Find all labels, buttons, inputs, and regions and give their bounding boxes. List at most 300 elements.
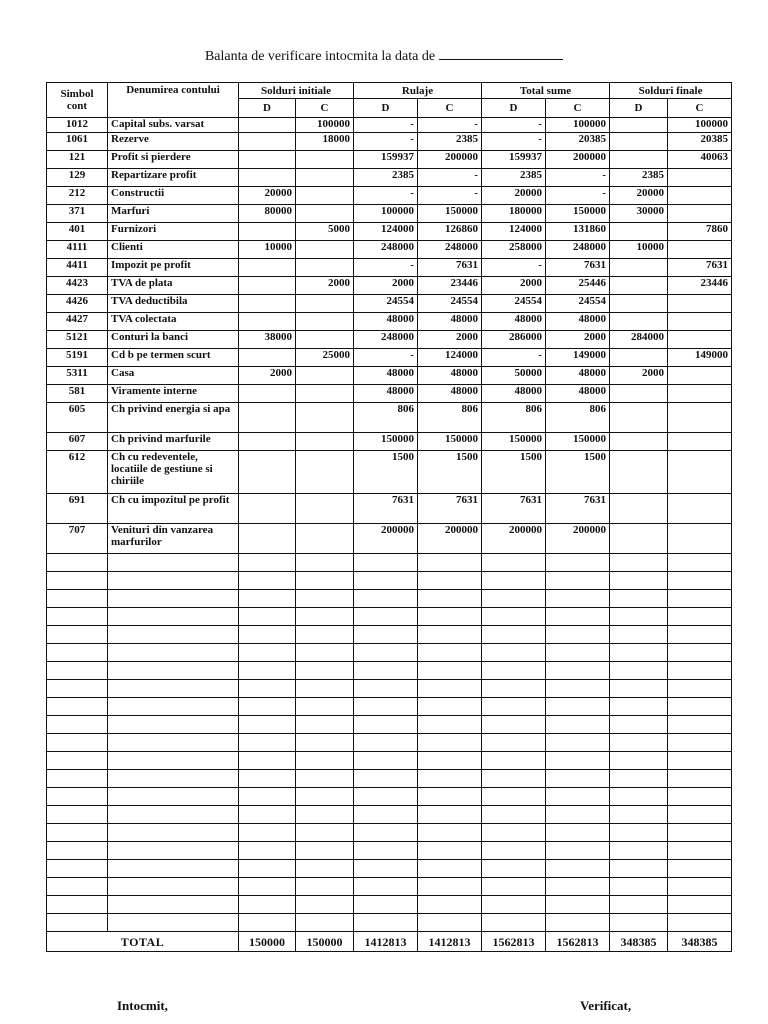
empty-cell <box>296 644 354 662</box>
empty-cell <box>610 554 668 572</box>
empty-row <box>47 554 732 572</box>
empty-cell <box>610 788 668 806</box>
empty-cell <box>418 662 482 680</box>
empty-cell <box>239 608 296 626</box>
table-row <box>47 205 732 223</box>
empty-cell <box>482 752 546 770</box>
empty-cell <box>418 680 482 698</box>
amount-t-c: 7631 <box>546 259 610 277</box>
empty-cell <box>482 842 546 860</box>
account-symbol: 605 <box>47 403 108 433</box>
empty-cell <box>239 590 296 608</box>
amount-t-d: 2000 <box>482 277 546 295</box>
amount-t-d: - <box>482 349 546 367</box>
empty-cell <box>354 626 418 644</box>
amount-r-d: 2000 <box>354 277 418 295</box>
account-name: Ch cu impozitul pe profit <box>108 494 239 524</box>
empty-cell <box>108 734 239 752</box>
amount-r-d: 1500 <box>354 451 418 494</box>
amount-r-c: 48000 <box>418 313 482 331</box>
empty-cell <box>668 698 732 716</box>
total-t-c: 1562813 <box>546 932 610 952</box>
amount-si-d <box>239 451 296 494</box>
empty-cell <box>418 842 482 860</box>
empty-cell <box>668 644 732 662</box>
empty-cell <box>354 824 418 842</box>
empty-cell <box>47 770 108 788</box>
empty-cell <box>546 842 610 860</box>
amount-r-c: 7631 <box>418 259 482 277</box>
amount-r-c: 200000 <box>418 151 482 169</box>
amount-r-d: 159937 <box>354 151 418 169</box>
amount-si-c: 100000 <box>296 118 354 133</box>
account-symbol: 607 <box>47 433 108 451</box>
account-symbol: 121 <box>47 151 108 169</box>
empty-cell <box>668 788 732 806</box>
amount-si-d: 10000 <box>239 241 296 259</box>
empty-cell <box>296 824 354 842</box>
empty-cell <box>482 824 546 842</box>
empty-cell <box>610 734 668 752</box>
empty-cell <box>239 626 296 644</box>
empty-cell <box>610 896 668 914</box>
empty-cell <box>418 644 482 662</box>
amount-sf-d <box>610 277 668 295</box>
empty-cell <box>354 896 418 914</box>
account-name: Ch cu redeventele, locatiile de gestiune si chiriile <box>108 451 239 494</box>
empty-cell <box>354 806 418 824</box>
amount-si-d <box>239 277 296 295</box>
amount-sf-d: 2385 <box>610 169 668 187</box>
amount-si-c <box>296 205 354 223</box>
amount-t-d: 180000 <box>482 205 546 223</box>
empty-cell <box>47 662 108 680</box>
header-rulaje: Rulaje <box>354 83 482 99</box>
amount-si-c <box>296 433 354 451</box>
empty-cell <box>668 842 732 860</box>
amount-sf-d <box>610 295 668 313</box>
empty-cell <box>108 896 239 914</box>
empty-cell <box>354 572 418 590</box>
amount-si-d <box>239 349 296 367</box>
amount-t-c: 248000 <box>546 241 610 259</box>
table-row <box>47 277 732 295</box>
empty-cell <box>354 608 418 626</box>
account-name: Repartizare profit <box>108 169 239 187</box>
account-symbol: 707 <box>47 524 108 554</box>
amount-r-d: 2385 <box>354 169 418 187</box>
empty-cell <box>418 608 482 626</box>
amount-t-c: 24554 <box>546 295 610 313</box>
amount-t-c: 150000 <box>546 433 610 451</box>
amount-t-d: 50000 <box>482 367 546 385</box>
empty-cell <box>610 770 668 788</box>
amount-sf-d <box>610 133 668 151</box>
empty-cell <box>47 554 108 572</box>
amount-si-d <box>239 133 296 151</box>
empty-cell <box>546 554 610 572</box>
empty-cell <box>610 824 668 842</box>
empty-cell <box>296 626 354 644</box>
empty-cell <box>47 644 108 662</box>
amount-sf-c <box>668 205 732 223</box>
empty-cell <box>610 716 668 734</box>
amount-r-c: 1500 <box>418 451 482 494</box>
empty-cell <box>108 698 239 716</box>
empty-cell <box>239 572 296 590</box>
empty-cell <box>354 842 418 860</box>
amount-r-d: - <box>354 118 418 133</box>
table-row <box>47 385 732 403</box>
empty-cell <box>610 860 668 878</box>
date-blank-line[interactable] <box>439 47 563 60</box>
amount-sf-d <box>610 223 668 241</box>
amount-sf-d <box>610 385 668 403</box>
amount-si-c <box>296 295 354 313</box>
empty-cell <box>610 680 668 698</box>
empty-cell <box>482 572 546 590</box>
amount-r-c: 23446 <box>418 277 482 295</box>
empty-cell <box>482 644 546 662</box>
amount-t-d: - <box>482 259 546 277</box>
amount-si-d <box>239 403 296 433</box>
amount-t-c: 20385 <box>546 133 610 151</box>
amount-r-c: 48000 <box>418 367 482 385</box>
empty-cell <box>239 842 296 860</box>
amount-sf-d <box>610 451 668 494</box>
account-symbol: 129 <box>47 169 108 187</box>
amount-sf-d <box>610 118 668 133</box>
empty-cell <box>296 608 354 626</box>
table-row <box>47 331 732 349</box>
empty-cell <box>239 554 296 572</box>
account-symbol: 5121 <box>47 331 108 349</box>
account-symbol: 371 <box>47 205 108 223</box>
empty-cell <box>546 644 610 662</box>
empty-row <box>47 914 732 932</box>
amount-sf-c <box>668 295 732 313</box>
amount-sf-d: 20000 <box>610 187 668 205</box>
empty-cell <box>47 842 108 860</box>
empty-cell <box>239 860 296 878</box>
header-sf-debit: D <box>610 99 668 118</box>
amount-sf-c <box>668 524 732 554</box>
empty-cell <box>546 626 610 644</box>
empty-cell <box>482 896 546 914</box>
amount-sf-d <box>610 433 668 451</box>
amount-r-d: 248000 <box>354 241 418 259</box>
empty-cell <box>668 824 732 842</box>
empty-cell <box>482 914 546 932</box>
empty-row <box>47 734 732 752</box>
empty-cell <box>546 806 610 824</box>
empty-cell <box>668 590 732 608</box>
empty-cell <box>239 644 296 662</box>
empty-cell <box>418 824 482 842</box>
amount-r-c: 7631 <box>418 494 482 524</box>
empty-cell <box>296 896 354 914</box>
amount-sf-d: 284000 <box>610 331 668 349</box>
amount-t-d: 150000 <box>482 433 546 451</box>
amount-sf-d <box>610 151 668 169</box>
account-name: Clienti <box>108 241 239 259</box>
empty-cell <box>546 590 610 608</box>
empty-cell <box>546 896 610 914</box>
empty-row <box>47 626 732 644</box>
empty-cell <box>239 788 296 806</box>
empty-cell <box>668 572 732 590</box>
empty-cell <box>108 554 239 572</box>
amount-r-c: 806 <box>418 403 482 433</box>
empty-cell <box>108 842 239 860</box>
empty-cell <box>47 914 108 932</box>
account-symbol: 4426 <box>47 295 108 313</box>
empty-cell <box>482 698 546 716</box>
empty-cell <box>108 860 239 878</box>
empty-cell <box>108 806 239 824</box>
empty-cell <box>296 770 354 788</box>
prepared-by-label: Intocmit, <box>117 998 168 1013</box>
empty-cell <box>418 788 482 806</box>
empty-row <box>47 572 732 590</box>
empty-cell <box>610 842 668 860</box>
account-symbol: 4111 <box>47 241 108 259</box>
amount-r-c: 2385 <box>418 133 482 151</box>
amount-r-d: 806 <box>354 403 418 433</box>
empty-cell <box>668 626 732 644</box>
account-name: Marfuri <box>108 205 239 223</box>
table-row <box>47 118 732 133</box>
empty-cell <box>482 554 546 572</box>
empty-cell <box>482 626 546 644</box>
empty-cell <box>239 878 296 896</box>
empty-cell <box>239 734 296 752</box>
empty-row <box>47 788 732 806</box>
total-sf-c: 348385 <box>668 932 732 952</box>
empty-cell <box>418 896 482 914</box>
empty-cell <box>668 896 732 914</box>
amount-r-c: 124000 <box>418 349 482 367</box>
amount-sf-c <box>668 367 732 385</box>
amount-si-c <box>296 151 354 169</box>
amount-r-d: 48000 <box>354 313 418 331</box>
empty-cell <box>482 608 546 626</box>
empty-cell <box>239 914 296 932</box>
amount-si-c: 5000 <box>296 223 354 241</box>
header-si-debit: D <box>239 99 296 118</box>
empty-cell <box>108 644 239 662</box>
table-row <box>47 349 732 367</box>
empty-cell <box>239 752 296 770</box>
empty-row <box>47 824 732 842</box>
title-text: Balanta de verificare intocmita la data de <box>204 49 436 64</box>
empty-cell <box>482 788 546 806</box>
table-row <box>47 295 732 313</box>
amount-si-d <box>239 118 296 133</box>
amount-t-c: - <box>546 169 610 187</box>
account-name: Impozit pe profit <box>108 259 239 277</box>
empty-cell <box>668 770 732 788</box>
amount-t-d: 806 <box>482 403 546 433</box>
empty-row <box>47 878 732 896</box>
empty-cell <box>546 770 610 788</box>
empty-cell <box>108 752 239 770</box>
empty-cell <box>354 752 418 770</box>
account-symbol: 612 <box>47 451 108 494</box>
table-row <box>47 133 732 151</box>
total-row <box>47 932 732 952</box>
empty-cell <box>546 824 610 842</box>
empty-cell <box>418 716 482 734</box>
account-symbol: 401 <box>47 223 108 241</box>
amount-t-c: 131860 <box>546 223 610 241</box>
empty-cell <box>546 752 610 770</box>
amount-si-c: 25000 <box>296 349 354 367</box>
amount-r-d: 200000 <box>354 524 418 554</box>
empty-cell <box>546 608 610 626</box>
header-simbol-cont: Simbol cont <box>47 83 108 118</box>
empty-cell <box>546 716 610 734</box>
account-symbol: 581 <box>47 385 108 403</box>
empty-cell <box>239 824 296 842</box>
amount-r-d: 48000 <box>354 367 418 385</box>
empty-cell <box>354 554 418 572</box>
empty-cell <box>354 698 418 716</box>
amount-si-d <box>239 433 296 451</box>
empty-cell <box>296 752 354 770</box>
account-symbol: 4411 <box>47 259 108 277</box>
empty-cell <box>418 878 482 896</box>
empty-cell <box>47 788 108 806</box>
amount-t-d: 48000 <box>482 313 546 331</box>
amount-si-d: 2000 <box>239 367 296 385</box>
empty-cell <box>610 644 668 662</box>
amount-r-c: 248000 <box>418 241 482 259</box>
account-name: TVA de plata <box>108 277 239 295</box>
empty-row <box>47 698 732 716</box>
account-name: Constructii <box>108 187 239 205</box>
empty-cell <box>668 878 732 896</box>
empty-cell <box>610 752 668 770</box>
empty-cell <box>418 590 482 608</box>
empty-cell <box>546 914 610 932</box>
empty-cell <box>610 626 668 644</box>
empty-cell <box>546 572 610 590</box>
empty-cell <box>482 680 546 698</box>
empty-cell <box>482 662 546 680</box>
empty-cell <box>354 770 418 788</box>
empty-cell <box>610 914 668 932</box>
amount-r-c: 150000 <box>418 205 482 223</box>
empty-cell <box>296 554 354 572</box>
total-si-d: 150000 <box>239 932 296 952</box>
empty-cell <box>108 662 239 680</box>
table-row <box>47 151 732 169</box>
table-row <box>47 433 732 451</box>
table-row <box>47 187 732 205</box>
total-si-c: 150000 <box>296 932 354 952</box>
account-symbol: 212 <box>47 187 108 205</box>
empty-row <box>47 860 732 878</box>
empty-cell <box>668 680 732 698</box>
amount-sf-d <box>610 494 668 524</box>
amount-si-c <box>296 187 354 205</box>
table-row <box>47 451 732 494</box>
empty-cell <box>47 716 108 734</box>
amount-si-d <box>239 385 296 403</box>
empty-cell <box>354 734 418 752</box>
empty-cell <box>239 896 296 914</box>
table-body <box>47 118 732 952</box>
amount-t-d: 20000 <box>482 187 546 205</box>
empty-cell <box>108 680 239 698</box>
empty-row <box>47 806 732 824</box>
empty-cell <box>108 824 239 842</box>
empty-cell <box>296 860 354 878</box>
empty-cell <box>108 788 239 806</box>
total-t-d: 1562813 <box>482 932 546 952</box>
account-symbol: 1012 <box>47 118 108 133</box>
amount-r-d: - <box>354 133 418 151</box>
amount-si-c <box>296 451 354 494</box>
amount-si-d <box>239 295 296 313</box>
amount-si-d <box>239 524 296 554</box>
amount-sf-c: 23446 <box>668 277 732 295</box>
amount-t-d: 258000 <box>482 241 546 259</box>
empty-cell <box>610 590 668 608</box>
amount-sf-c <box>668 169 732 187</box>
table-row <box>47 259 732 277</box>
empty-cell <box>610 662 668 680</box>
empty-row <box>47 644 732 662</box>
amount-sf-d <box>610 259 668 277</box>
account-symbol: 4423 <box>47 277 108 295</box>
amount-r-c: - <box>418 187 482 205</box>
empty-cell <box>668 662 732 680</box>
amount-r-c: 48000 <box>418 385 482 403</box>
amount-sf-d: 10000 <box>610 241 668 259</box>
amount-r-d: 150000 <box>354 433 418 451</box>
empty-cell <box>239 770 296 788</box>
amount-si-d <box>239 223 296 241</box>
empty-cell <box>546 878 610 896</box>
account-name: TVA deductibila <box>108 295 239 313</box>
empty-cell <box>354 878 418 896</box>
empty-cell <box>668 716 732 734</box>
account-name: Rezerve <box>108 133 239 151</box>
empty-cell <box>482 734 546 752</box>
amount-si-d <box>239 313 296 331</box>
account-name: Ch privind marfurile <box>108 433 239 451</box>
amount-t-c: - <box>546 187 610 205</box>
amount-t-d: 200000 <box>482 524 546 554</box>
empty-cell <box>354 716 418 734</box>
empty-cell <box>354 644 418 662</box>
empty-cell <box>546 698 610 716</box>
empty-cell <box>546 680 610 698</box>
amount-r-d: 7631 <box>354 494 418 524</box>
amount-sf-c <box>668 313 732 331</box>
amount-si-c: 18000 <box>296 133 354 151</box>
empty-cell <box>47 824 108 842</box>
amount-r-d: 24554 <box>354 295 418 313</box>
header-solduri-initiale: Solduri initiale <box>239 83 354 99</box>
empty-row <box>47 770 732 788</box>
header-rulaje-credit: C <box>418 99 482 118</box>
table-row <box>47 223 732 241</box>
empty-cell <box>668 806 732 824</box>
empty-cell <box>47 590 108 608</box>
